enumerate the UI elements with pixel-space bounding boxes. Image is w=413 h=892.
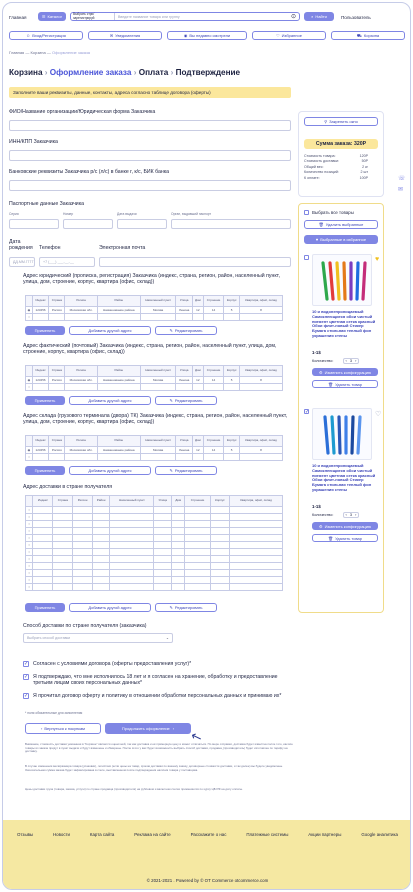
- table-row[interactable]: ○: [26, 549, 283, 556]
- th-radio: [26, 296, 33, 307]
- apply-button[interactable]: Применить: [25, 396, 65, 405]
- add-address-button[interactable]: Добавить другой адрес: [69, 466, 151, 475]
- back-label: Вернуться к покупкам: [44, 726, 85, 731]
- cart-panel: [298, 203, 384, 613]
- select-all-checkbox[interactable]: [304, 210, 309, 215]
- breadcrumb-home[interactable]: Главная: [9, 50, 25, 55]
- row-radio[interactable]: ◉: [26, 377, 33, 384]
- viewed-label: Вы недавно смотрели: [189, 33, 231, 38]
- edit-address-button[interactable]: [155, 326, 217, 335]
- pin-label: Закрепить окно: [329, 119, 358, 124]
- total-value: 320Р: [353, 141, 367, 147]
- footer-link[interactable]: Реклама на сайте: [134, 832, 171, 837]
- edit-label: Редактировать: [174, 605, 203, 610]
- change-config-label: Изменить конфигурацию: [324, 369, 371, 375]
- th-region: Регион: [65, 296, 97, 307]
- login-label: Вход/Регистрация: [32, 33, 66, 38]
- series-label: Серия: [9, 212, 19, 216]
- footer-link[interactable]: Платежные системы: [246, 832, 289, 837]
- item-name[interactable]: 10 и водонепроницаемый Самоклеющиеся обои чистый пигмент цветная сетка красный Обои флит-новый Стикер Бумага стильная теплый фон украшения стены: [312, 309, 376, 338]
- cell: Ленина: [176, 307, 192, 314]
- pin-window-button[interactable]: [304, 117, 378, 126]
- edit-icon: ✎: [169, 398, 173, 403]
- age-consent-label: Я подтверждаю, что мне исполнилось 18 лет и я согласен на хранение, обработку и предоставление третьим лицам своих персональных данных*: [33, 674, 278, 687]
- row-radio[interactable]: ○: [26, 384, 33, 391]
- cell: Наименование района: [97, 307, 140, 314]
- cell: 8: [239, 307, 282, 314]
- policy-checkbox[interactable]: ✓: [24, 693, 29, 699]
- change-config-button[interactable]: [312, 368, 378, 376]
- cell: 5: [224, 307, 240, 314]
- proceed-label: Продолжить оформление: [121, 726, 170, 731]
- cell: Москва: [140, 307, 176, 314]
- eye-icon: ◉: [183, 33, 188, 38]
- issue-date-input[interactable]: [117, 219, 167, 229]
- cell: Московская обл.: [65, 307, 97, 314]
- footer-link[interactable]: Акции партнеры: [308, 832, 342, 837]
- order-total: [304, 139, 378, 149]
- quantity-stepper[interactable]: ‹ 3 ›: [343, 358, 359, 364]
- table-row[interactable]: ◉ 123456 Россия Московская обл. Наименование района Москва Ленина 12 14 5 8: [26, 447, 283, 454]
- footer-link[interactable]: Расскажите о нас: [190, 832, 227, 837]
- delete-item-button[interactable]: [312, 534, 378, 542]
- add-address-button[interactable]: Добавить другой адрес: [69, 326, 151, 335]
- heart-outline-icon[interactable]: ♡: [375, 411, 382, 418]
- table-row[interactable]: ◉ 123456 Россия Московская обл. Наименование района Москва Ленина 12 14 5 8: [26, 377, 283, 384]
- gear-icon: ⚙: [319, 369, 323, 375]
- delete-selected-button[interactable]: [304, 220, 378, 229]
- total-label: Сумма заказа:: [315, 141, 353, 147]
- row-radio[interactable]: ◉: [26, 447, 33, 454]
- search-input[interactable]: Введите название товара или группу: [118, 14, 180, 19]
- table-row[interactable]: ○: [26, 528, 283, 535]
- breadcrumb-current: Оформление заказа: [51, 50, 91, 55]
- step-checkout: Оформление заказа: [49, 68, 132, 77]
- favorites-selected-label: Выбранные в избранное: [320, 237, 367, 242]
- favorites-selected-button[interactable]: [304, 235, 378, 244]
- birth-date-input[interactable]: ДД.ММ.ГГГГ: [9, 257, 35, 267]
- edit-icon: ✎: [169, 605, 173, 610]
- select-all-label: Выбрать все товары: [312, 210, 354, 215]
- table-row[interactable]: [26, 384, 283, 391]
- favorites-button[interactable]: [252, 31, 326, 40]
- required-note: * поля обязательные для заполнения: [25, 711, 83, 715]
- order-summary-panel: [298, 111, 384, 197]
- cart-button[interactable]: [331, 31, 405, 40]
- passport-label: Паспортные данные Заказчика: [9, 201, 84, 207]
- edit-icon: ✎: [169, 468, 173, 473]
- arrow-icon: ↖: [188, 727, 204, 746]
- th-block: Корпус: [224, 296, 240, 307]
- vendor-select[interactable]: Выбрать стри/ зарегистрируй: [71, 13, 115, 20]
- cell: 14: [203, 307, 223, 314]
- change-config-label: Изменить конфигурацию: [324, 523, 371, 529]
- chat-icon[interactable]: ✉: [398, 187, 404, 193]
- product-photo: [313, 409, 373, 461]
- disclaimer-1: Внимание, стоимость доставки указанная в "Корзине" является оценочной, так как доставка и её примерную цену и может отличаться. По мере отправки, доставка будет известна после того, как все товары из заказа придут в пункт выдачи и будут взвешены и обмерены. После этого у вас будет возможность выбрать способ доставки, продавец (производитель) будет изготовлен по тарифу на доставку.: [25, 742, 293, 754]
- change-config-button[interactable]: [312, 522, 378, 530]
- row-radio[interactable]: ◉: [26, 307, 33, 314]
- home-link[interactable]: Главная: [9, 15, 27, 20]
- product-photo: [313, 255, 373, 307]
- actual-address-table: Индекс Страна Регион Район Населенный пункт Улица Дом Строение Корпус Квартира, офис, склад ◉ 123456 Россия Московская обл. Наименование района Москва Ленина 12 14 5 8 ○: [25, 365, 283, 391]
- footer-link[interactable]: Карта сайта: [89, 832, 115, 837]
- table-row[interactable]: ○: [26, 556, 283, 563]
- notifications-button[interactable]: [88, 31, 162, 40]
- user-icon: ☺: [26, 33, 31, 38]
- search-icon: ⌕: [311, 14, 314, 19]
- birth-date-label: Дата рождения: [9, 239, 33, 252]
- footer-link[interactable]: Google аналитика: [361, 832, 398, 837]
- delivery-address-title: Адрес доставки в стране получателя: [23, 484, 113, 490]
- step-confirm: Подтверждение: [175, 68, 241, 77]
- phone-label: Телефон: [39, 245, 61, 251]
- user-link[interactable]: Пользователь: [341, 15, 371, 20]
- footer: [3, 820, 411, 890]
- favorites-label: Избранное: [281, 33, 302, 38]
- item-price: 1-1$: [312, 350, 321, 355]
- offer-checkbox[interactable]: ✓: [24, 661, 29, 667]
- edit-label: Редактировать: [174, 328, 203, 333]
- issued-by-input[interactable]: [171, 219, 291, 229]
- inn-label: ИНН/КПП Заказчика: [9, 139, 58, 145]
- summary-rows: Стоимость товара: 120Р Стоимость доставки: 50Р Общий вес: 2 кг Количество позиций: 2 шт К оплате: 100Р: [304, 154, 368, 180]
- edit-address-button[interactable]: [155, 466, 217, 475]
- delivery-address-table: Индекс Страна Регион Район Населенный пункт Улица Дом Строение Корпус Квартира, офис, склад ○ ○ ○ ○ ○ ○ ○ ○ ○ ○ ○ ○: [25, 495, 283, 591]
- org-name-label: ФИО/Название организации/Юридическая форма Заказчика: [9, 109, 156, 115]
- disclaimer-2: В случае изменения веса/размера товара (упаковки), логистики (если цены на товар, сроков доставки по вашему заказу, договорные стоимости доставки, и так далее) вы будете уведомлены. Окончательная сумма заказа будет зафиксирована в счете, выставленном после подтверждения наличия товара у поставщика.: [25, 764, 284, 772]
- breadcrumb-cart[interactable]: Корзина: [30, 50, 46, 55]
- delivery-method-select[interactable]: [23, 633, 173, 643]
- bank-label: Банковские реквизиты Заказчика р/с (л/с) в банке г, к/с, БИК банка: [9, 169, 169, 175]
- pin-icon: ⚲: [324, 119, 328, 124]
- th-district: Район: [97, 296, 140, 307]
- phone-icon[interactable]: ☏: [398, 176, 406, 182]
- step-payment: Оплата: [138, 68, 169, 77]
- menu-icon: ☰: [41, 14, 46, 19]
- table-row[interactable]: ○: [26, 521, 283, 528]
- table-row[interactable]: [26, 454, 283, 461]
- disclaimer-3: Цены доставки груза (товара, заказа, услуги) по стране продавца (производителя) на рублевом и валютном счетах применяются по курсу ЦБ РФ на дату оплаты.: [25, 787, 243, 791]
- legal-address-title: Адрес юридический (прописка, регистрация) Заказчика (индекс, страна, регион, район, населенный пункт, улица, дом, строение, корпус, квартира (офис, склад)): [23, 273, 280, 286]
- item-checkbox[interactable]: ✓: [305, 409, 310, 415]
- search-box: [70, 12, 300, 21]
- cell: 123456: [32, 307, 48, 314]
- edit-address-button[interactable]: [155, 603, 217, 612]
- edit-address-button[interactable]: [155, 396, 217, 405]
- th-street: Улица: [176, 296, 192, 307]
- login-button[interactable]: [9, 31, 83, 40]
- policy-label: Я прочитал договор оферту и политику в отношении обработки персональных данных и принимаю их*: [33, 693, 282, 699]
- catalog-button[interactable]: [38, 12, 66, 21]
- table-row[interactable]: [26, 314, 283, 321]
- mail-icon: ✉: [109, 33, 114, 38]
- offer-label: Согласен с условиями договора (оферты предоставления услуг)*: [33, 661, 192, 667]
- footer-links: [17, 832, 398, 837]
- th-index: Индекс: [32, 296, 48, 307]
- delete-selected-label: Удалить выбранные: [325, 222, 364, 227]
- issue-date-label: Дата выдачи: [117, 212, 137, 216]
- email-label: Электронная почта: [99, 245, 146, 251]
- delivery-method-placeholder: Выбрать способ доставки: [27, 636, 71, 640]
- row-radio[interactable]: ○: [26, 314, 33, 321]
- issued-by-label: Орган, выдавший паспорт: [171, 212, 212, 216]
- row-radio[interactable]: ○: [26, 454, 33, 461]
- apply-button[interactable]: Применить: [25, 603, 65, 612]
- apply-button[interactable]: Применить: [25, 326, 65, 335]
- product-image[interactable]: [312, 408, 372, 460]
- delivery-method-label: Способ доставки по стране получателя (заказчика): [23, 623, 147, 629]
- step-cart[interactable]: Корзина: [9, 68, 43, 77]
- warehouse-address-table: Индекс Страна Регион Район Населенный пункт Улица Дом Строение Корпус Квартира, офис, склад ◉ 123456 Россия Московская обл. Наименование района Москва Ленина 12 14 5 8 ○: [25, 435, 283, 461]
- add-address-button[interactable]: Добавить другой адрес: [69, 603, 151, 612]
- series-input[interactable]: [9, 219, 59, 229]
- table-row[interactable]: ○: [26, 563, 283, 570]
- table-row[interactable]: ○: [26, 507, 283, 514]
- product-image[interactable]: [312, 254, 372, 306]
- bank-input[interactable]: [9, 180, 291, 191]
- edit-label: Редактировать: [174, 468, 203, 473]
- heart-icon[interactable]: ♥: [375, 256, 380, 263]
- viewed-button[interactable]: [167, 31, 247, 40]
- qty-label: Количество:: [312, 513, 334, 517]
- page-frame: [2, 2, 411, 890]
- quantity-stepper[interactable]: ‹ 3 ›: [343, 512, 359, 518]
- org-name-input[interactable]: [9, 120, 291, 131]
- footer-link[interactable]: Отзывы: [17, 832, 34, 837]
- trash-icon: 🗑: [318, 222, 324, 227]
- search-button-label: Найти: [315, 14, 327, 19]
- age-consent-checkbox[interactable]: ✓: [24, 674, 29, 680]
- th-building: Строение: [203, 296, 223, 307]
- edit-label: Редактировать: [174, 398, 203, 403]
- phone-input[interactable]: +7 (___) ___-__-__: [39, 257, 95, 267]
- back-to-shopping-button[interactable]: [25, 723, 101, 734]
- delete-item-label: Удалить товар: [335, 381, 362, 387]
- cart-icon: ⛟: [356, 32, 362, 38]
- cart-label: Корзина: [363, 33, 380, 38]
- email-input[interactable]: [99, 257, 291, 267]
- delete-item-button[interactable]: [312, 380, 378, 388]
- table-row[interactable]: ○: [26, 542, 283, 549]
- trash-icon: 🗑: [327, 381, 334, 387]
- heart-icon: ♡: [276, 33, 280, 38]
- copyright: © 2021-2021 . Powered by © OT Commerce otcommerce.com: [146, 878, 269, 883]
- th-house: Дом: [192, 296, 203, 307]
- item-price: 1-1$: [312, 504, 321, 509]
- delete-item-label: Удалить товар: [335, 535, 362, 541]
- qty-label: Количество:: [312, 359, 334, 363]
- th-country: Страна: [49, 296, 65, 307]
- chevron-left-icon: ‹: [41, 726, 43, 731]
- camera-icon[interactable]: ⊙: [290, 14, 296, 20]
- chevron-down-icon: ⌄: [165, 636, 169, 640]
- number-label: Номер: [63, 212, 74, 216]
- chevron-right-icon: ›: [172, 726, 175, 731]
- table-row[interactable]: ○: [26, 570, 283, 577]
- number-input[interactable]: [63, 219, 113, 229]
- heart-icon: ♥: [315, 237, 319, 242]
- apply-button[interactable]: Применить: [25, 466, 65, 475]
- table-row[interactable]: [26, 307, 283, 314]
- item-name[interactable]: 10 и водонепроницаемый Самоклеющиеся обои чистый пигмент цветная сетка красный Обои флит-новый Стикер Бумага стильная теплый фон украшения стены: [312, 463, 376, 492]
- th-settlement: Населенный пункт: [140, 296, 176, 307]
- item-checkbox[interactable]: [304, 255, 309, 260]
- th-apartment: Квартира, офис, склад: [239, 296, 282, 307]
- search-button[interactable]: [304, 12, 334, 21]
- add-address-button[interactable]: Добавить другой адрес: [69, 396, 151, 405]
- table-row[interactable]: ○: [26, 514, 283, 521]
- edit-icon: ✎: [169, 328, 173, 333]
- breadcrumb: Главная — Корзина — Оформление заказа: [9, 50, 91, 55]
- actual-address-title: Адрес фактический (почтовый) Заказчика (индекс, страна, регион, район, населенный пункт, улица, дом, строение, корпус, квартира (офис, склад)): [23, 343, 277, 356]
- gear-icon: ⚙: [319, 523, 323, 529]
- proceed-button[interactable]: [105, 723, 191, 734]
- table-row[interactable]: ○: [26, 584, 283, 591]
- catalog-label: Каталог: [47, 14, 63, 19]
- trash-icon: 🗑: [327, 535, 334, 541]
- cell: 12: [192, 307, 203, 314]
- table-row[interactable]: ○: [26, 577, 283, 584]
- footer-link[interactable]: Новости: [53, 832, 70, 837]
- checkout-steps: Корзина › Оформление заказа › Оплата › Подтверждение: [9, 68, 241, 77]
- cell: Россия: [49, 307, 65, 314]
- notifications-label: Уведомления: [115, 33, 141, 38]
- qty-value: 3: [349, 359, 353, 363]
- notice-banner: Заполните ваши реквизиты, данные, контакты, адреса согласно таблице договора (оферты): [9, 87, 291, 98]
- warehouse-address-title: Адрес склада (грузового терминала (двора) ТК) Заказчика (индекс, страна, регион, район, населенный пункт, улица, дом, строение, корпус, квартира (офис, склад)): [23, 413, 288, 426]
- legal-address-table: [25, 295, 283, 321]
- inn-input[interactable]: [9, 150, 291, 161]
- qty-value: 3: [349, 513, 353, 517]
- table-row[interactable]: ○: [26, 535, 283, 542]
